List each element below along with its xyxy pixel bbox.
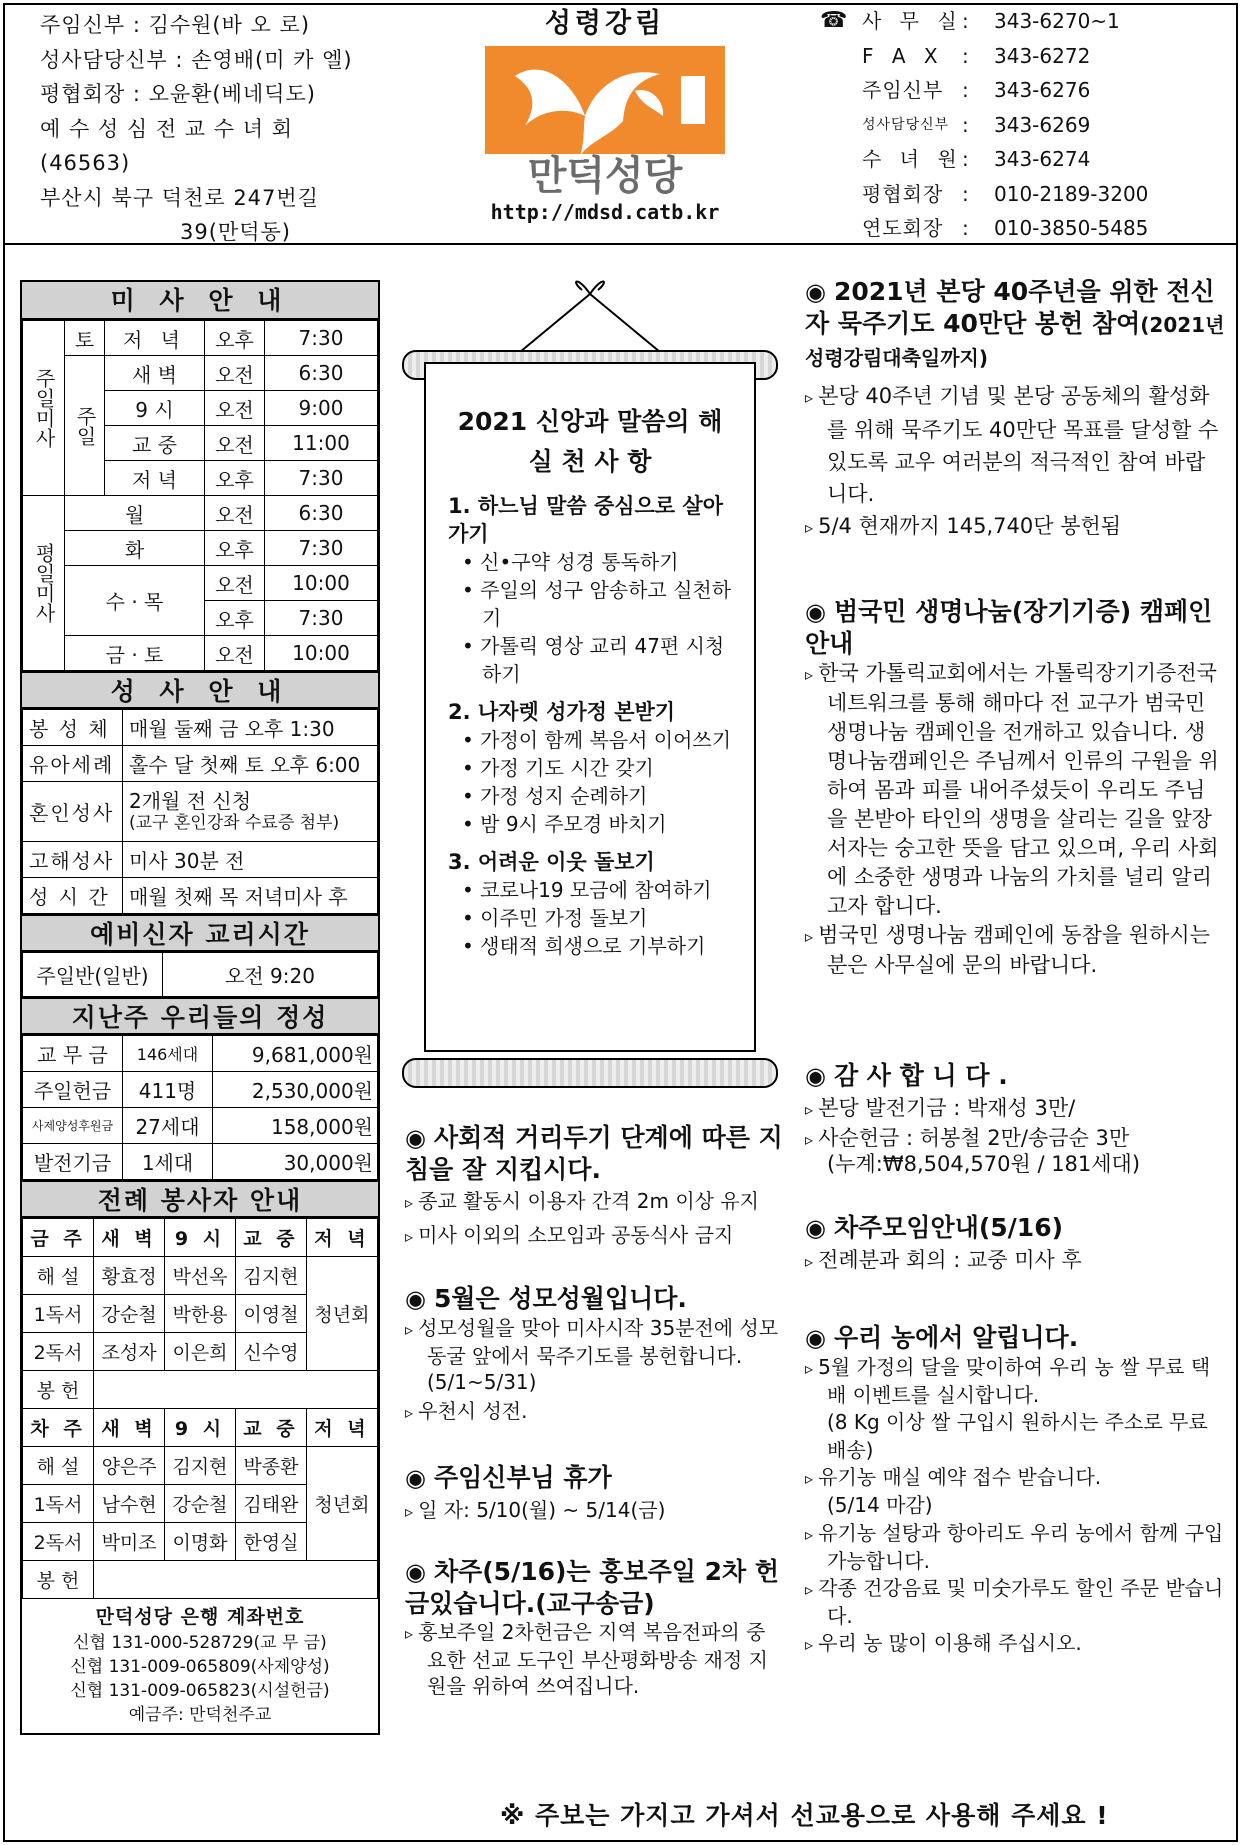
table-cell: 봉 성 체: [23, 710, 123, 746]
table-cell: 오전: [205, 426, 265, 461]
table-cell: [94, 1371, 378, 1409]
table-cell: 2독서: [23, 1333, 94, 1371]
dove-logo-icon: [485, 46, 725, 196]
table-cell: 교 중: [235, 1219, 306, 1257]
table-cell: 해 설: [23, 1447, 94, 1485]
table-cell: 교 무 금: [23, 1036, 123, 1072]
table-cell: 146세대: [123, 1036, 213, 1072]
table-cell: 김태완: [235, 1485, 306, 1523]
sunday-mass-label: 주일미사: [32, 368, 56, 448]
table-cell: [94, 1561, 378, 1599]
table-cell: 김지현: [235, 1257, 306, 1295]
table-cell: 7:30: [265, 601, 378, 636]
table-cell: 김지현: [165, 1447, 236, 1485]
table-cell: 황효정: [94, 1257, 165, 1295]
article-meeting: ◉ 차주모임안내(5/16) ▹ 전례분과 회의 : 교중 미사 후: [805, 1212, 1225, 1278]
table-cell: 새 벽: [94, 1219, 165, 1257]
table-cell: 9 시: [165, 1409, 236, 1447]
table-cell: 금 주: [23, 1219, 94, 1257]
table-cell: 수 · 목: [65, 566, 205, 636]
table-cell: 봉 헌: [23, 1561, 94, 1599]
table-cell: 6:30: [265, 356, 378, 391]
table-cell: 차 주: [23, 1409, 94, 1447]
table-cell: 6:30: [265, 496, 378, 531]
bullet-icon: ◉: [405, 1285, 426, 1313]
table-cell: 박종환: [235, 1447, 306, 1485]
table-cell: 저 녁: [306, 1409, 377, 1447]
table-cell: 새 벽: [105, 356, 205, 391]
table-cell: 오전: [205, 636, 265, 671]
table-cell: 사제양성후원금: [23, 1108, 123, 1144]
table-cell: 교 중: [235, 1409, 306, 1447]
table-cell: 박미조: [94, 1523, 165, 1561]
header-line: 성사담당신부 : 손영배(미 카 엘): [40, 47, 353, 72]
table-cell: 2개월 전 신청 (교구 혼인강좌 수료증 첨부): [123, 782, 378, 842]
sacrament-table: [22, 709, 378, 914]
header-line: 평협회장 : 오윤환(베네딕도): [40, 82, 316, 106]
header-divider: [3, 243, 1238, 245]
practice-scroll: [402, 272, 778, 1092]
table-cell: 30,000원: [213, 1144, 378, 1180]
table-cell: 11:00: [265, 426, 378, 461]
table-cell: 7:30: [265, 461, 378, 496]
table-cell: 혼인성사: [23, 782, 123, 842]
contact-label: 주임신부: [862, 78, 944, 102]
table-cell: 주일반(일반): [23, 953, 163, 997]
table-cell: 새 벽: [94, 1409, 165, 1447]
table-cell: 월: [65, 496, 205, 531]
contact-value: 343-6272: [994, 43, 1091, 68]
table-cell: 청년회: [306, 1447, 377, 1561]
table-cell: 홀수 달 첫째 토 오후 6:00: [123, 746, 378, 782]
table-cell: 7:30: [265, 531, 378, 566]
table-cell: 유아세례: [23, 746, 123, 782]
table-cell: 오후: [205, 461, 265, 496]
offering-table: [22, 1035, 378, 1180]
article-organ: ◉ 범국민 생명나눔(장기기증) 캠페인 안내 ▹ 한국 가톨릭교회에서는 가톨릭장기기증전국네트워크를 통해 해마다 전 교구가 범국민 생명나눔 캠페인을 전개하고 있습니다. 생명나눔캠페인은 주님께서 인류의 구원을 위하여 몸과 피를 내어주셨듯이 우리도 주님을 본받아 타인의 생명을 살리는 길을 앞장서자는 숭고한 뜻을 담고 있으며, 우리 사회에 소중한 생명과 나눔의 가치를 널리 알리고자 합니다. ▹ 범국민 생명나눔 캠페인에 동참을 원하시는 분은 사무실에 문의 바랍니다.: [805, 596, 1225, 980]
scroll-string-icon: [402, 272, 778, 362]
contact-value: 343-6269: [994, 112, 1091, 137]
table-cell: 27세대: [123, 1108, 213, 1144]
table-cell: 저 녁: [105, 321, 205, 356]
article-vacation: ◉ 주임신부님 휴가 ▹ 일 자: 5/10(월) ~ 5/14(금): [405, 1462, 783, 1528]
contact-value: 010-3850-5485: [994, 216, 1149, 240]
table-cell: 매월 둘째 금 오후 1:30: [123, 710, 378, 746]
bank-info: 만덕성당 은행 계좌번호 신협 131-000-528729(교 무 금) 신협 131-009-065809(사제양성) 신협 131-009-065823(시설헌금) 예금주: 만덕천주교: [70, 1606, 330, 1725]
table-cell: 미사 30분 전: [123, 842, 378, 878]
table-cell: 주일: [65, 356, 105, 496]
table-cell: 이영철: [235, 1295, 306, 1333]
table-cell: [23, 321, 65, 496]
table-cell: 오전: [205, 566, 265, 601]
header-line: 예 수 성 심 전 교 수 녀 회: [40, 116, 293, 141]
table-cell: 오전: [205, 496, 265, 531]
table-cell: 강순철: [94, 1295, 165, 1333]
table-cell: 저 녁: [105, 461, 205, 496]
scroll-body: 2021 신앙과 말씀의 해 실 천 사 항 1. 하느님 말씀 중심으로 살아가기 • 신•구약 성경 통독하기 • 주일의 성구 암송하고 실천하기 • 가톨릭 영상 교리 47편 시청하기 2. 나자렛 성가정 본받기 • 가정이 함께 복음서 이어쓰기 • 가정 기도 시간 갖기 • 가정 성지 순례하기 • 밤 9시 주모경 바치기 3. 어려운 이웃 돌보기 • 코로나19 모금에 참여하기 • 이주민 가정 돌보기 • 생태적 희생으로 기부하기: [424, 362, 756, 1052]
scroll-title: 2021 신앙과 말씀의 해 실 천 사 항: [457, 407, 723, 476]
table-cell: 9:00: [265, 391, 378, 426]
table-cell: 9,681,000원: [213, 1036, 378, 1072]
table-cell: 1독서: [23, 1295, 94, 1333]
table-cell: 신수영: [235, 1333, 306, 1371]
table-cell: 발전기금: [23, 1144, 123, 1180]
header-line: 부산시 북구 덕천로 247번길: [40, 185, 319, 210]
table-cell: 주일헌금: [23, 1072, 123, 1108]
bullet-icon: ◉: [805, 598, 826, 626]
table-cell: 해 설: [23, 1257, 94, 1295]
table-cell: 오후: [205, 601, 265, 636]
contact-value: 343-6270~1: [994, 9, 1120, 33]
contact-value: 010-2189-3200: [994, 181, 1149, 206]
table-cell: 이명화: [165, 1523, 236, 1561]
table-cell: 양은주: [94, 1447, 165, 1485]
bullet-icon: ◉: [805, 1214, 826, 1242]
table-cell: 2,530,000원: [213, 1072, 378, 1108]
contact-label: 성사담당신부: [862, 116, 950, 133]
table-cell: 토: [65, 321, 105, 356]
bullet-icon: ◉: [405, 1464, 426, 1492]
table-cell: 오전 9:20: [163, 953, 378, 997]
sunday-title: 성령강림: [544, 8, 666, 39]
header-line: 39(만덕동): [180, 220, 291, 244]
contact-value: 343-6276: [994, 78, 1091, 102]
table-cell: 강순철: [165, 1485, 236, 1523]
table-cell: 1독서: [23, 1485, 94, 1523]
servers-title: 전례 봉사자 안내: [22, 1180, 378, 1218]
table-cell: 성 시 간: [23, 878, 123, 914]
table-cell: 교 중: [105, 426, 205, 461]
footer-note: ※ 주보는 가지고 가셔서 선교용으로 사용해 주세요 !: [500, 1801, 1109, 1830]
article-thanks: ◉ 감 사 합 니 다 . ▹ 본당 발전기금 : 박재성 3만/ ▹ 사순헌금 : 허봉철 2만/송금순 3만 (누계:₩8,504,570원 / 181세대): [805, 1060, 1225, 1178]
table-cell: 박한용: [165, 1295, 236, 1333]
article-may: ◉ 5월은 성모성월입니다. ▹ 성모성월을 맞아 미사시작 35분전에 성모동굴 앞에서 묵주기도를 봉헌합니다.(5/1~5/31) ▹ 우천시 성전.: [405, 1283, 783, 1429]
table-cell: 고해성사: [23, 842, 123, 878]
table-cell: 10:00: [265, 636, 378, 671]
table-cell: 9 시: [105, 391, 205, 426]
table-cell: 2독서: [23, 1523, 94, 1561]
table-cell: 청년회: [306, 1257, 377, 1371]
bullet-icon: ◉: [805, 1324, 826, 1352]
article-distance: ◉ 사회적 거리두기 단계에 따른 지침을 잘 지킵시다. ▹ 종교 활동시 이용자 간격 2m 이상 유지 ▹ 미사 이외의 소모임과 공동식사 금지: [405, 1122, 783, 1253]
contact-label: 평협회장: [862, 181, 944, 206]
table-cell: 오전: [205, 356, 265, 391]
homepage-link[interactable]: http://mdsd.catb.kr: [490, 200, 720, 224]
mass-table: [22, 320, 378, 671]
catechumen-table: [22, 952, 378, 997]
table-cell: 9 시: [165, 1219, 236, 1257]
servers-table: [22, 1218, 378, 1599]
scroll-rod-bottom: [402, 1058, 778, 1088]
header-info: [40, 8, 440, 250]
table-cell: 오전: [205, 391, 265, 426]
table-cell: 1세대: [123, 1144, 213, 1180]
table-cell: 158,000원: [213, 1108, 378, 1144]
bullet-icon: ◉: [405, 1124, 426, 1152]
sacrament-title: 성 사 안 내: [22, 671, 378, 709]
article-rosary: ◉ 2021년 본당 40주년을 위한 전신자 묵주기도 40만단 봉헌 참여(2021년 성령강림대축일까지) ▹ 본당 40주년 기념 및 본당 공동체의 활성화를 위해 묵주기도 40만단 목표를 달성할 수 있도록 교우 여러분의 적극적인 참여 바랍니다. ▹ 5/4 현재까지 145,740단 봉헌됨: [805, 276, 1225, 544]
table-cell: 조성자: [94, 1333, 165, 1371]
table-cell: 오후: [205, 321, 265, 356]
catechumen-title: 예비신자 교리시간: [22, 914, 378, 952]
contact-value: 343-6274: [994, 147, 1091, 171]
table-cell: 봉 헌: [23, 1371, 94, 1409]
table-cell: 화: [65, 531, 205, 566]
logo-block: [445, 6, 765, 224]
table-cell: 남수현: [94, 1485, 165, 1523]
header-line: (46563): [40, 151, 131, 175]
phone-icon: ☎: [820, 8, 848, 33]
bullet-icon: ◉: [805, 278, 826, 306]
table-cell: 이은희: [165, 1333, 236, 1371]
left-column: [20, 280, 380, 1735]
header-line: 주임신부 : 김수원(바 오 로): [40, 13, 311, 37]
bullet-icon: ◉: [405, 1558, 426, 1586]
parish-name: 만덕성당: [527, 153, 683, 196]
table-cell: 한영실: [235, 1523, 306, 1561]
table-cell: 저 녁: [306, 1219, 377, 1257]
weekday-mass-label: 평일미사: [32, 543, 56, 623]
article-promo: ◉ 차주(5/16)는 홍보주일 2차 헌금있습니다.(교구송금) ▹ 홍보주일 2차헌금은 지역 복음전파의 중요한 선교 도구인 부산평화방송 재정 지원을 위하여 쓰여집니다.: [405, 1556, 783, 1699]
table-cell: 금 · 토: [65, 636, 205, 671]
contact-list: ☎ 사 무 실 : 343-6270~1 F A X : 343-6272 주임신부 : 343-6276 성사담당신부 : 343-6269 수 녀 원 : 343-6274 평협회장 : 010-2189-3200 연도회장 : 010-3850-5485: [820, 4, 1240, 246]
table-cell: 10:00: [265, 566, 378, 601]
bullet-icon: ◉: [805, 1062, 826, 1090]
contact-label: F A X: [862, 43, 944, 68]
offering-title: 지난주 우리들의 정성: [22, 997, 378, 1035]
mass-title: 미 사 안 내: [22, 282, 378, 320]
table-cell: 오후: [205, 531, 265, 566]
contact-label: 수 녀 원: [862, 147, 963, 171]
contact-label: 연도회장: [862, 216, 944, 240]
table-cell: 7:30: [265, 321, 378, 356]
table-cell: 매월 첫째 목 저녁미사 후: [123, 878, 378, 914]
table-cell: 411명: [123, 1072, 213, 1108]
table-cell: 박선옥: [165, 1257, 236, 1295]
contact-label: 사 무 실: [862, 9, 963, 33]
article-farm: ◉ 우리 농에서 알립니다. ▹ 5월 가정의 달을 맞이하여 우리 농 쌀 무료 택배 이벤트를 실시합니다. (8 Kg 이상 쌀 구입시 원하시는 주소로 무료 배송) ▹ 유기농 매실 예약 접수 받습니다. (5/14 마감) ▹ 유기농 설탕과 항아리도 우리 농에서 함께 구입 가능합니다. ▹ 각종 건강음료 및 미숫가루도 할인 주문 받습니다. ▹ 우리 농 많이 이용해 주십시오.: [805, 1322, 1225, 1658]
table-cell: [23, 496, 65, 671]
